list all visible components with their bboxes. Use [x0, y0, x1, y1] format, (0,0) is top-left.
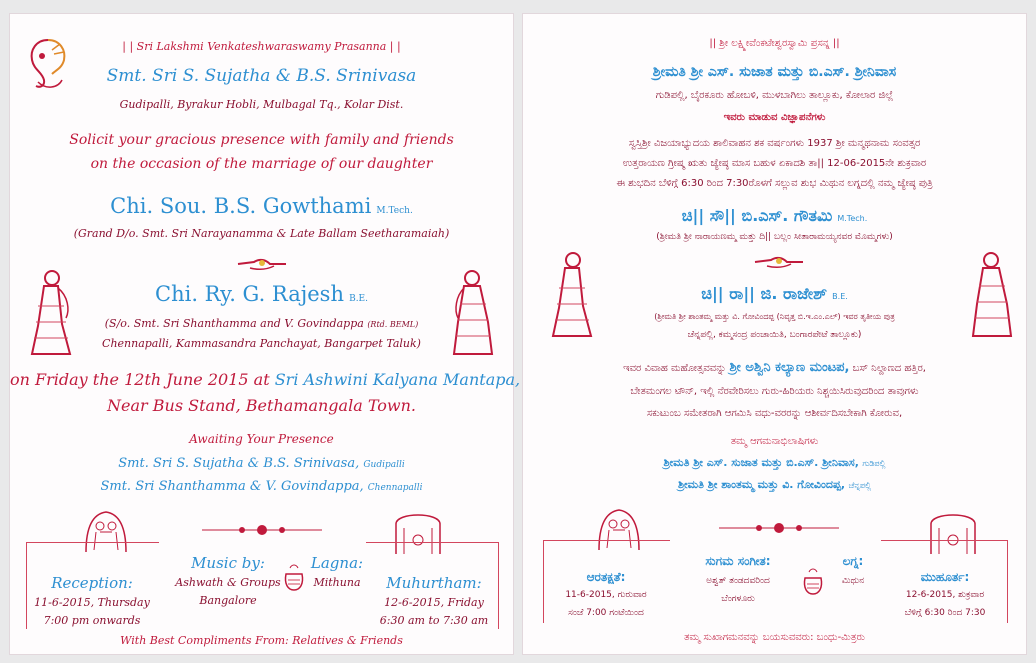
- lagna-value: Mithuna: [313, 576, 361, 589]
- venue-name: Sri Ashwini Kalyana Mantapa,: [274, 370, 521, 389]
- kn-venue-bus-stand: ಬಸ್ ನಿಲ್ದಾಣದ ಹತ್ತಿರ,: [852, 363, 926, 374]
- kn-lagna-title: ಲಗ್ನ:: [842, 554, 864, 568]
- kn-compliments: ತಮ್ಮ ಸುಖಾಗಮನವನ್ನು ಬಯಸುವವರು: ಬಂಧು-ಮಿತ್ರರು: [684, 632, 865, 643]
- music-by: Ashwath & Groups: [175, 576, 281, 589]
- kn-para-line-1: ಸ್ವಸ್ತಿಶ್ರೀ ವಿಜಯಾಭ್ಯುದಯ ಶಾಲಿವಾಹನ ಶಕ ವರ್ಷಂಗಳು 1937 ಶ್ರೀ ಮನ್ಮಥನಾಮ ಸಂವತ್ಸರ: [628, 138, 921, 149]
- awaiting-place-2: Chennapalli: [367, 483, 423, 493]
- kn-para-line-3: ಈ ಶುಭದಿನ ಬೆಳಿಗ್ಗೆ 6:30 ರಿಂದ 7:30ರೊಳಗೆ ಸಲ್ಲುವ ಶುಭ ಮಿಥುನ ಲಗ್ನದಲ್ಲಿ ನಮ್ಮ ಜ್ಯೇಷ್ಠ ಪುತ್ರಿ: [616, 178, 933, 189]
- kn-groom-address: ಚೆನ್ನಪಲ್ಲಿ, ಕಮ್ಮಸಂದ್ರ ಪಂಚಾಯಿತಿ, ಬಂಗಾರಪೇಟೆ ತಾಲ್ಲೂಕು): [687, 330, 862, 340]
- groom-degree: B.E.: [349, 294, 368, 304]
- groom-relation-retired: (Rtd. BEML): [367, 320, 419, 329]
- floral-divider-left-icon: [202, 522, 322, 538]
- compliments: With Best Compliments From: Relatives & Friends: [120, 634, 403, 647]
- groom-relation: (S/o. Smt. Sri Shanthamma and V. Govindappa: [104, 317, 364, 330]
- kn-groom-line: [523, 284, 1026, 304]
- kn-awaiting-title: ತಮ್ಮ ಆಗಮನಾಭಿಲಾಷಿಗಳು: [730, 436, 819, 447]
- kn-awaiting-name-2: ಶ್ರೀಮತಿ ಶ್ರೀ ಶಾಂತಮ್ಮ ಮತ್ತು ವಿ. ಗೋವಿಂದಪ್ಪ,: [677, 478, 846, 491]
- kn-music-title: ಸುಗಮ ಸಂಗೀತ:: [705, 554, 771, 568]
- groom-line: [10, 282, 513, 306]
- muhurtham-title: Muhurtham:: [386, 574, 482, 592]
- deity-header: | | Sri Lakshmi Venkateshwaraswamy Prasanna | |: [122, 40, 401, 53]
- groom-address: Chennapalli, Kammasandra Panchayat, Bangarpet Taluk): [102, 337, 421, 350]
- kn-groom-name: ಚಿ|| ರಾ|| ಜಿ. ರಾಜೇಶ್: [701, 284, 828, 303]
- kn-groom-degree: B.E.: [832, 292, 848, 301]
- awaiting-family-1: [10, 456, 513, 471]
- kn-awaiting-place-2: ಚೆನ್ನಪಲ್ಲಿ: [848, 481, 872, 490]
- awaiting-name-2: Smt. Sri Shanthamma & V. Govindappa,: [100, 479, 364, 494]
- kn-bride-line: [523, 206, 1026, 226]
- kn-muhurtham-title: ಮುಹೂರ್ತ:: [920, 570, 970, 584]
- kn-kalash-pot-icon: [801, 566, 825, 596]
- hosts-address: Gudipalli, Byrakur Hobli, Mulbagal Tq., Kolar Dist.: [119, 98, 404, 111]
- kn-venue-intro: ಇವರ ವಿವಾಹ ಮಹೋತ್ಸವವನ್ನು: [623, 363, 727, 374]
- kn-music-by: ಅಶ್ವತ್ ತಂಡದವರಿಂದ: [706, 576, 770, 586]
- bride-degree: M.Tech.: [376, 206, 413, 216]
- hosts-name: Smt. Sri S. Sujatha & B.S. Srinivasa: [106, 66, 417, 86]
- groom-name: Chi. Ry. G. Rajesh: [155, 282, 344, 306]
- kn-reception-title: ಆರತಕ್ಷತೆ:: [586, 570, 626, 584]
- date-text: on Friday the 12th June 2015 at: [10, 370, 270, 389]
- bride-name: Chi. Sou. B.S. Gowthami: [110, 194, 372, 218]
- solicit-line-2: on the occasion of the marriage of our daughter: [90, 156, 433, 172]
- kn-venue-line-1: [523, 360, 1026, 375]
- date-venue-line: [10, 370, 521, 389]
- kn-muhurtham-date: 12-6-2015, ಶುಕ್ರವಾರ: [905, 590, 985, 600]
- kn-music-place: ಬೆಂಗಳೂರು: [721, 594, 755, 604]
- kn-muhurtham-time: ಬೆಳಿಗ್ಗೆ 6:30 ರಿಂದ 7:30: [904, 608, 986, 618]
- kn-reception-time: ಸಂಜೆ 7:00 ಗಂಟೆಯಿಂದ: [568, 608, 644, 618]
- kn-floral-divider-icon: [719, 520, 839, 536]
- kn-joined-hands-icon: [753, 250, 805, 272]
- reception-time: 7:00 pm onwards: [43, 614, 141, 627]
- kn-deity-header: || ಶ್ರೀ ಲಕ್ಷ್ಮೀವೆಂಕಟೇಶ್ವರಸ್ವಾಮಿ ಪ್ರಸನ್ನ ||: [709, 38, 840, 49]
- reception-date: 11-6-2015, Thursday: [34, 596, 150, 609]
- groom-relation-line: [10, 317, 513, 330]
- kn-venue-line-3: ಸಕುಟುಂಬ ಸಮೇತರಾಗಿ ಆಗಮಿಸಿ ವಧು-ವರರನ್ನು ಆಶೀರ್ವದಿಸಬೇಕಾಗಿ ಕೋರುವ,: [646, 408, 903, 419]
- kn-lagna-value: ಮಿಥುನ: [841, 576, 865, 586]
- awaiting-title: Awaiting Your Presence: [189, 432, 334, 446]
- english-invitation-page: [10, 14, 521, 654]
- kn-request: ಇವರು ಮಾಡುವ ವಿಜ್ಞಾಪನೆಗಳು: [723, 112, 826, 123]
- reception-title: Reception:: [51, 574, 133, 592]
- kn-awaiting-place-1: ಗುಡಿಪಲ್ಲಿ: [862, 459, 886, 468]
- bride-relation: (Grand D/o. Smt. Sri Narayanamma & Late Ballam Seetharamaiah): [73, 227, 450, 240]
- kn-awaiting-family-2: [523, 478, 1026, 492]
- bride-line: [10, 194, 513, 218]
- muhurtham-date: 12-6-2015, Friday: [384, 596, 484, 609]
- kn-bride-degree: M.Tech.: [837, 214, 868, 223]
- kn-bride-name: ಚಿ|| ಸೌ|| ಬಿ.ಎಸ್. ಗೌತಮಿ: [681, 206, 833, 225]
- kn-reception-date: 11-6-2015, ಗುರುವಾರ: [565, 590, 647, 600]
- kn-para-line-2: ಉತ್ತರಾಯಣ ಗ್ರೀಷ್ಮ ಋತು ಜ್ಯೇಷ್ಠ ಮಾಸ ಬಹುಳ ಏಕಾದಶಿ ತಾ|| 12-06-2015ನೇ ಶುಕ್ರವಾರ: [622, 158, 927, 169]
- awaiting-family-2: [10, 479, 513, 494]
- kn-bride-relation: (ಶ್ರೀಮತಿ ಶ್ರೀ ನಾರಾಯಣಮ್ಮ ಮತ್ತು ದಿ|| ಬಲ್ಲಂ ಸೀತಾರಾಮಯ್ಯನವರ ಮೊಮ್ಮಗಳು): [656, 232, 893, 242]
- awaiting-name-1: Smt. Sri S. Sujatha & B.S. Srinivasa,: [118, 456, 360, 471]
- kn-groom-relation: (ಶ್ರೀಮತಿ ಶ್ರೀ ಶಾಂತಮ್ಮ ಮತ್ತು ವಿ. ಗೋವಿಂದಪ್ಪ (ನಿವೃತ್ತ ಬಿ.ಇ.ಎಂ.ಎಲ್) ಇವರ ತೃತೀಯ ಪುತ್ರ: [654, 312, 895, 321]
- music-place: Bangalore: [199, 594, 257, 607]
- music-title: Music by:: [191, 554, 265, 572]
- kn-awaiting-name-1: ಶ್ರೀಮತಿ ಶ್ರೀ ಎಸ್. ಸುಜಾತ ಮತ್ತು ಬಿ.ಎಸ್. ಶ್ರೀನಿವಾಸ,: [663, 456, 859, 469]
- awaiting-place-1: Gudipalli: [363, 460, 405, 470]
- kn-venue-name: ಶ್ರೀ ಅಶ್ವಿನಿ ಕಲ್ಯಾಣ ಮಂಟಪ,: [729, 360, 850, 375]
- kn-venue-line-2: ಬೇತಮಂಗಲ ಟೌನ್, ಇಲ್ಲಿ ನೆರವೇರಿಸಲು ಗುರು-ಹಿರಿಯರು ನಿಶ್ಚಯಿಸಿರುವುದರಿಂದ ತಾವುಗಳು: [630, 386, 919, 397]
- venue-address: Near Bus Stand, Bethamangala Town.: [107, 396, 416, 415]
- kannada-invitation-page: [523, 14, 1026, 654]
- solicit-line-1: Solicit your gracious presence with family and friends: [69, 132, 454, 148]
- lagna-title: Lagna:: [310, 554, 364, 572]
- kn-hosts-address: ಗುಡಿಪಲ್ಲಿ, ಬೈರಕೂರು ಹೋಬಳಿ, ಮುಳಬಾಗಿಲು ತಾಲ್ಲೂಕು, ಕೋಲಾರ ಜಿಲ್ಲೆ: [655, 90, 894, 101]
- kn-hosts-name: ಶ್ರೀಮತಿ ಶ್ರೀ ಎಸ್. ಸುಜಾತ ಮತ್ತು ಬಿ.ಎಸ್. ಶ್ರೀನಿವಾಸ: [652, 64, 897, 80]
- joined-hands-icon: [236, 252, 288, 274]
- muhurtham-time: 6:30 am to 7:30 am: [379, 614, 489, 627]
- kn-awaiting-family-1: [523, 456, 1026, 470]
